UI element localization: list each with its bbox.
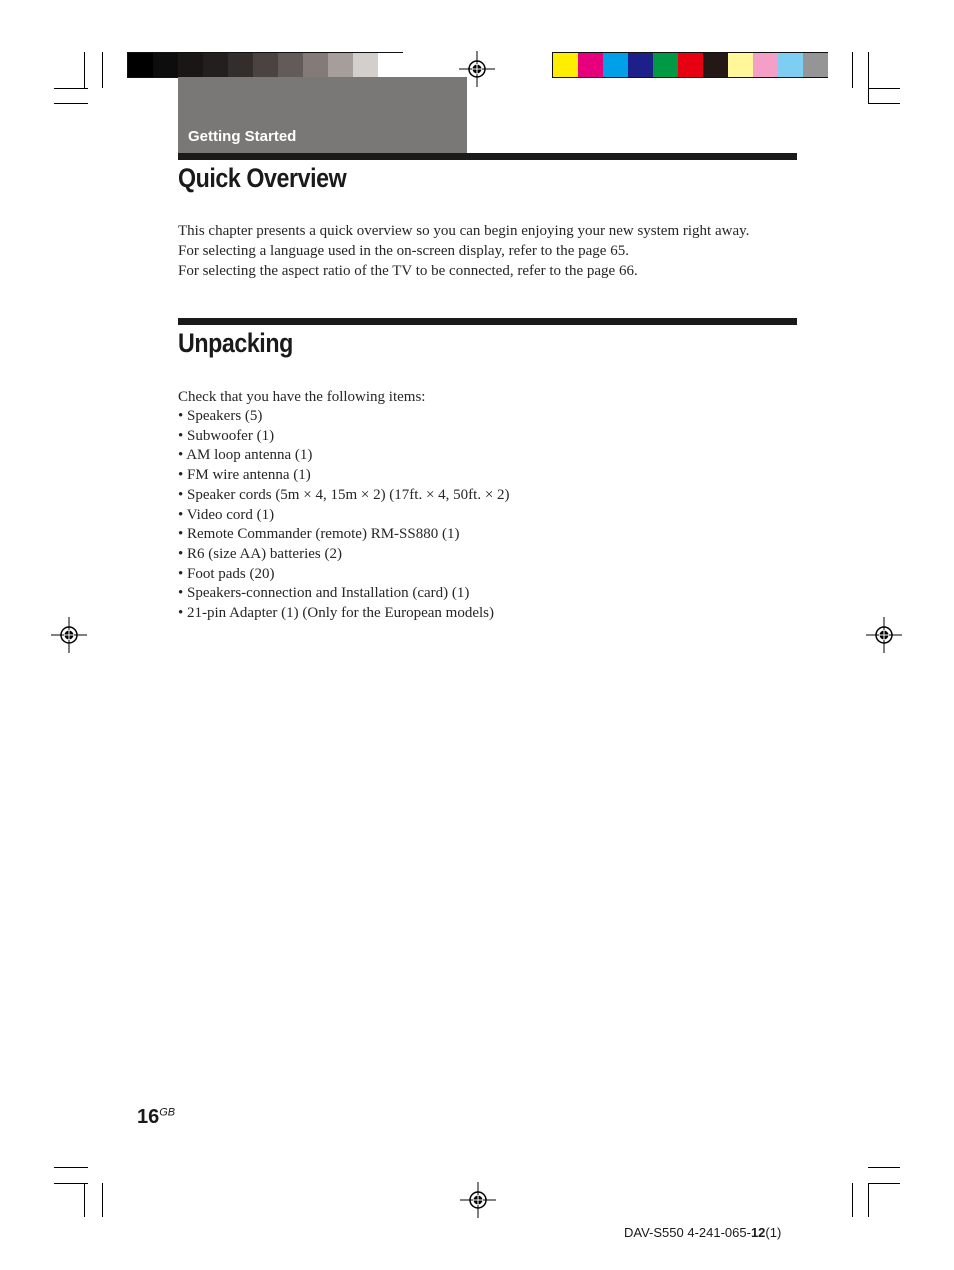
- color-swatch: [803, 53, 828, 77]
- color-swatch: [578, 53, 603, 77]
- color-swatch: [228, 53, 253, 77]
- doc-code-prefix: DAV-S550 4-241-065-: [624, 1225, 751, 1240]
- color-swatch: [378, 53, 403, 77]
- color-swatch: [328, 53, 353, 77]
- color-swatch: [653, 53, 678, 77]
- unpacking-intro: Check that you have the following items:: [178, 389, 426, 405]
- color-swatch: [253, 53, 278, 77]
- color-swatch: [628, 53, 653, 77]
- document-code: [624, 1225, 781, 1240]
- color-swatch: [353, 53, 378, 77]
- color-swatch: [303, 53, 328, 77]
- color-swatch: [603, 53, 628, 77]
- section-tab: [178, 77, 467, 153]
- page-suffix: GB: [159, 1106, 176, 1119]
- heading-rule: [178, 318, 797, 325]
- registration-mark-icon: [460, 1182, 496, 1218]
- section-label: Getting Started: [188, 128, 297, 145]
- color-swatch: [778, 53, 803, 77]
- list-item: • AM loop antenna (1): [178, 446, 510, 466]
- grayscale-calibration-strip: [127, 52, 403, 78]
- color-swatch: [753, 53, 778, 77]
- list-item: • Speakers (5): [178, 407, 510, 427]
- color-swatch: [728, 53, 753, 77]
- color-calibration-strip: [552, 52, 828, 78]
- doc-code-suffix: (1): [765, 1225, 782, 1240]
- color-swatch: [678, 53, 703, 77]
- registration-mark-icon: [866, 617, 902, 653]
- page-number: [137, 1106, 175, 1129]
- color-swatch: [703, 53, 728, 77]
- quick-overview-heading: Quick Overview: [178, 163, 347, 193]
- heading-rule: [178, 153, 797, 160]
- quick-overview-line: This chapter presents a quick overview so you can begin enjoying your new system right away.: [178, 223, 750, 239]
- list-item: • Speaker cords (5m × 4, 15m × 2) (17ft. × 4, 50ft. × 2): [178, 486, 510, 506]
- list-item: • 21-pin Adapter (1) (Only for the European models): [178, 604, 510, 624]
- unpacking-items-list: [178, 407, 510, 624]
- list-item: • Remote Commander (remote) RM-SS880 (1): [178, 525, 510, 545]
- color-swatch: [153, 53, 178, 77]
- list-item: • Video cord (1): [178, 506, 510, 526]
- color-swatch: [203, 53, 228, 77]
- list-item: • R6 (size AA) batteries (2): [178, 545, 510, 565]
- color-swatch: [553, 53, 578, 77]
- registration-mark-icon: [51, 617, 87, 653]
- unpacking-heading: Unpacking: [178, 328, 293, 358]
- color-swatch: [178, 53, 203, 77]
- list-item: • FM wire antenna (1): [178, 466, 510, 486]
- page-number-value: 16: [137, 1106, 160, 1128]
- doc-code-bold: 12: [750, 1225, 766, 1240]
- quick-overview-line: For selecting the aspect ratio of the TV to be connected, refer to the page 66.: [178, 263, 638, 279]
- color-swatch: [128, 53, 153, 77]
- quick-overview-line: For selecting a language used in the on-screen display, refer to the page 65.: [178, 243, 629, 259]
- list-item: • Speakers-connection and Installation (card) (1): [178, 584, 510, 604]
- list-item: • Subwoofer (1): [178, 427, 510, 447]
- list-item: • Foot pads (20): [178, 565, 510, 585]
- color-swatch: [278, 53, 303, 77]
